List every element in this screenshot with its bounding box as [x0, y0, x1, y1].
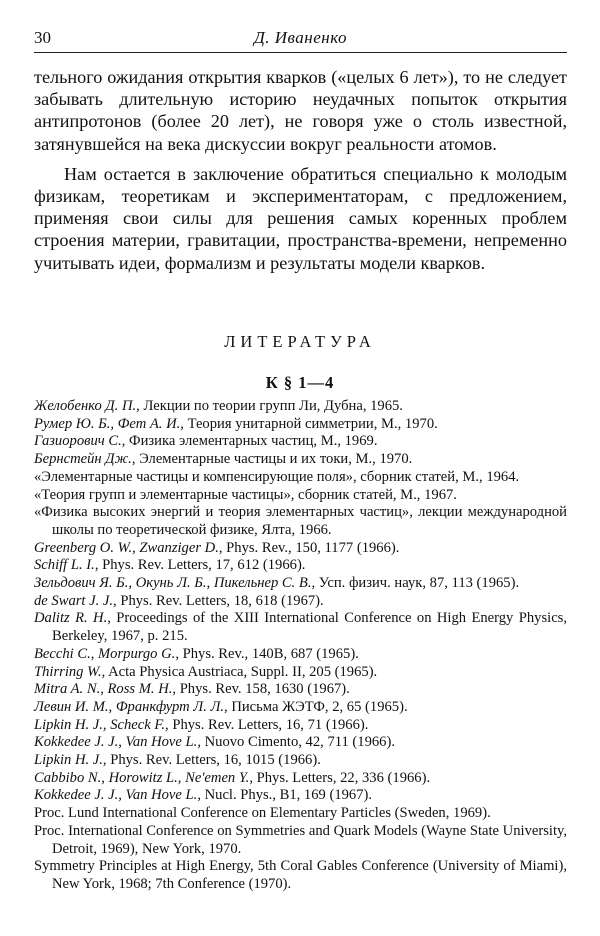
- ref-authors: Greenberg O. W., Zwanziger D.: [34, 539, 219, 556]
- reference-item: [34, 858, 567, 893]
- ref-text: , Phys. Letters, 22, 336 (1966).: [249, 769, 431, 786]
- ref-text: , Proceedings of the XIII International Conference on High Energy Physics, Berkeley, 1967, p. 215.: [52, 610, 567, 645]
- ref-text: , Phys. Rev. 158, 1630 (1967).: [172, 681, 350, 698]
- ref-text: , Phys. Rev. Letters, 16, 71 (1966).: [165, 716, 369, 733]
- reference-item: [34, 504, 567, 539]
- reference-item: [34, 416, 567, 434]
- ref-text: , Phys. Rev. Letters, 18, 618 (1967).: [113, 592, 324, 609]
- ref-authors: Газиорович С.: [34, 433, 122, 450]
- reference-item: [34, 451, 567, 469]
- ref-text: , Acta Physica Austriaca, Suppl. II, 205 (1965).: [101, 663, 378, 680]
- reference-item: [34, 433, 567, 451]
- ref-authors: Бернстейн Дж.: [34, 451, 132, 468]
- ref-text: «Теория групп и элементарные частицы», сборник статей, М., 1967.: [34, 486, 457, 503]
- reference-item: [34, 557, 567, 575]
- ref-text: , Nucl. Phys., B1, 169 (1967).: [197, 787, 373, 804]
- reference-list: [34, 398, 567, 894]
- ref-authors: de Swart J. J.: [34, 592, 114, 609]
- reference-item: [34, 664, 567, 682]
- reference-item: [34, 734, 567, 752]
- reference-item: [34, 805, 567, 823]
- reference-item: [34, 646, 567, 664]
- ref-text: , Письма ЖЭТФ, 2, 65 (1965).: [224, 698, 408, 715]
- ref-authors: Румер Ю. Б., Фет А. И.: [34, 415, 181, 432]
- ref-text: , Теория унитарной симметрии, М., 1970.: [180, 415, 438, 432]
- ref-text: «Элементарные частицы и компенсирующие поля», сборник статей, М., 1964.: [34, 468, 520, 485]
- ref-authors: Becchi C., Morpurgo G.: [34, 645, 176, 662]
- ref-authors: Cabbibo N., Horowitz L., Ne'emen Y.: [34, 769, 250, 786]
- paragraph: Нам остается в заключение обратиться специально к молодым физикам, теоретикам и экспериментаторам, с предложением, применяя свои силы для решения самых коренных проблем строения материи, гравитации, пространства-времени, непременно учитывать идеи, формализм и результаты модели кварков.: [34, 163, 567, 273]
- ref-text: , Nuovo Cimento, 42, 711 (1966).: [197, 734, 395, 751]
- section-subtitle: К § 1—4: [265, 373, 335, 392]
- page-number: 30: [34, 28, 51, 47]
- ref-authors: Mitra A. N., Ross M. H.: [34, 681, 173, 698]
- reference-item: [34, 699, 567, 717]
- reference-item: [34, 823, 567, 858]
- reference-item: [34, 398, 567, 416]
- reference-item: [34, 787, 567, 805]
- ref-text: , Phys. Rev., 140B, 687 (1965).: [175, 645, 359, 662]
- ref-text: , Лекции по теории групп Ли, Дубна, 1965.: [136, 398, 403, 414]
- ref-authors: Schiff L. I.: [34, 557, 95, 574]
- reference-item: [34, 575, 567, 593]
- ref-authors: Левин И. М., Франкфурт Л. Л.: [34, 698, 225, 715]
- ref-authors: Kokkedee J. J., Van Hove L.: [34, 787, 198, 804]
- ref-text: , Элементарные частицы и их токи, М., 1970.: [131, 451, 413, 468]
- ref-authors: Lipkin H. J., Scheck F.: [34, 716, 166, 733]
- reference-item: [34, 752, 567, 770]
- reference-item: [34, 717, 567, 735]
- section-title: ЛИТЕРАТУРА: [224, 332, 376, 351]
- ref-authors: Thirring W.: [34, 663, 102, 680]
- ref-authors: Dalitz R. H.: [34, 610, 108, 627]
- reference-item: [34, 681, 567, 699]
- ref-text: , Усп. физич. наук, 87, 113 (1965).: [311, 575, 520, 592]
- ref-text: Proc. International Conference on Symmetries and Quark Models (Wayne State University, Detroit, 1969), New York, 1970.: [34, 822, 567, 857]
- reference-item: [34, 540, 567, 558]
- ref-text: , Phys. Rev. Letters, 16, 1015 (1966).: [102, 752, 321, 769]
- running-title: Д. Иваненко: [253, 28, 348, 47]
- paragraph: тельного ожидания открытия кварков («целых 6 лет»), то не следует забывать длительную историю неудачных попыток открытия антипротонов (более 20 лет), не говоря уже о столь известной, затянувшейся на века дискуссии вокруг реальности атомов.: [34, 67, 567, 154]
- ref-text: Symmetry Principles at High Energy, 5th Coral Gables Conference (University of Miami), New York, 1968; 7th Conference (1970).: [34, 858, 567, 892]
- reference-item: [34, 487, 567, 505]
- reference-item: [34, 770, 567, 788]
- ref-text: «Физика высоких энергий и теория элементарных частиц», лекции международной школы по теоретической физике, Ялта, 1966.: [34, 504, 567, 538]
- reference-item: [34, 469, 567, 487]
- ref-authors: Kokkedee J. J., Van Hove L.: [34, 734, 198, 751]
- page-header: [34, 22, 567, 53]
- ref-authors: Желобенко Д. П.: [34, 398, 137, 414]
- ref-text: , Физика элементарных частиц, М., 1969.: [121, 433, 378, 450]
- ref-authors: Зельдович Я. Б., Окунь Л. Б., Пикельнер С. В.: [34, 575, 312, 592]
- body-text: [34, 66, 567, 274]
- reference-item: [34, 610, 567, 645]
- ref-text: Proc. Lund International Conference on Elementary Particles (Sweden, 1969).: [34, 805, 491, 822]
- ref-text: , Phys. Rev., 150, 1177 (1966).: [218, 539, 400, 556]
- ref-authors: Lipkin H. J.: [34, 752, 103, 769]
- ref-text: , Phys. Rev. Letters, 17, 612 (1966).: [94, 557, 306, 574]
- reference-item: [34, 593, 567, 611]
